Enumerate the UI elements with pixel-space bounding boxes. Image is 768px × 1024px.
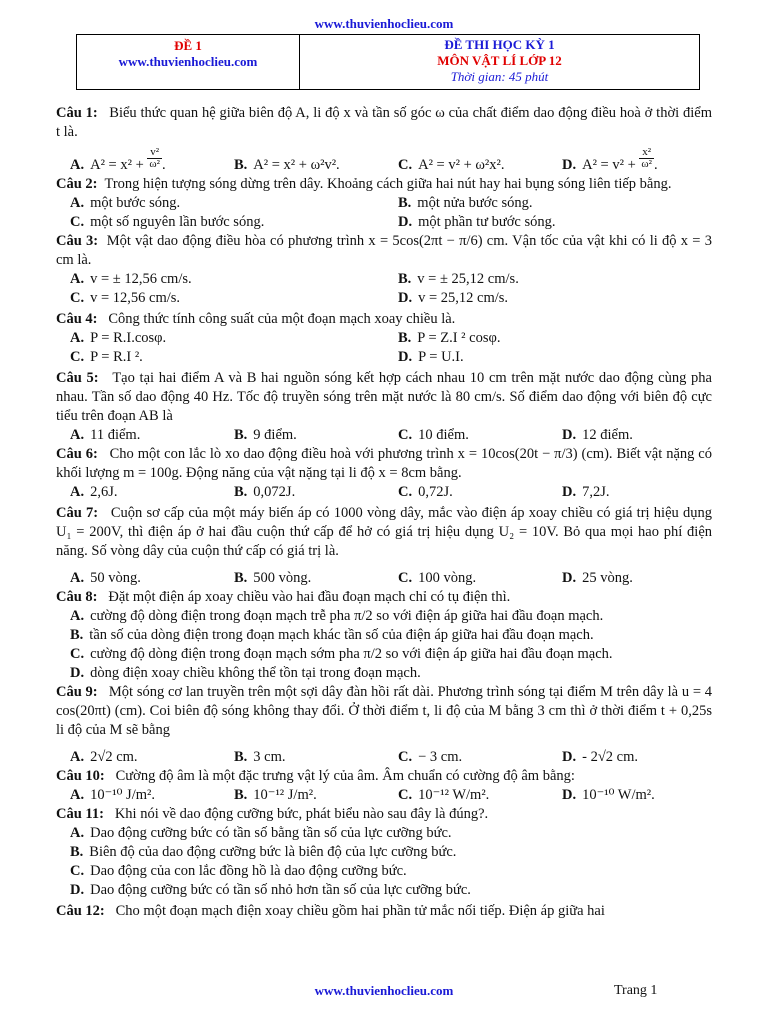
fraction: $\frac{\text{v²}}{\text{ω²}}$	[149, 146, 160, 171]
option-c[interactable]: C. 10⁻¹² W/m².	[398, 787, 490, 803]
question-3: Câu 3: Một vật dao động điều hòa có phương trình x = 5cos(2πt − π/6) cm. Vận tốc của vật khi có li độ x = 3 cm là. A. v = ± 12,56 cm/s. B. v = ± 25,12 cm/s. C. v = 12,56 cm/s. D. v = 25,12 cm/s.	[56, 233, 713, 306]
exam-time: Thời gian: 45 phút	[450, 69, 549, 84]
exam-code-site[interactable]: www.thuvienhoclieu.com	[118, 54, 258, 69]
option-a[interactable]: A. 11 điểm.	[70, 427, 141, 443]
option-d[interactable]: D. A² = v² + $\frac{\text{x²}}{\text{ω²}}$ .	[562, 146, 658, 173]
option-c[interactable]: C. A² = v² + ω²x².	[398, 157, 505, 173]
option-b[interactable]: B. 0,072J.	[234, 484, 296, 500]
option-a[interactable]: A. 2√2 cm.	[70, 749, 138, 765]
question-9: Câu 9: Một sóng cơ lan truyền trên một sợi dây đàn hồi rất dài. Phương trình sóng tại điểm M trên dây là u = 4 cos(20πt) (cm). Coi biên độ sóng không thay đổi. Ở thời điểm t, li độ của M bằng 3 cm thì ở thời điểm t + 0,25s li độ của M sẽ bằng A. 2√2 cm. B. 3 cm. C. − 3 cm. D. - 2√2 cm.	[56, 684, 712, 765]
option-d[interactable]: D. dòng điện xoay chiều không thể tồn tại trong đoạn mạch.	[70, 665, 421, 681]
option-d[interactable]: D. v = 25,12 cm/s.	[398, 290, 509, 306]
option-d[interactable]: D. Dao động cưỡng bức có tần số nhỏ hơn tần số của lực cưỡng bức.	[70, 882, 471, 898]
question-stem: Biểu thức quan hệ giữa biên độ A, li độ x và tần số góc ω của chất điểm dao động điều hoà ở thời điểm t là.	[56, 105, 713, 140]
option-d[interactable]: D. một phần tư bước sóng.	[398, 214, 556, 230]
option-c[interactable]: C. Dao động của con lắc đồng hồ là dao động cưỡng bức.	[70, 863, 407, 879]
exam-title: ĐỀ THI HỌC KỲ 1	[444, 37, 555, 52]
option-b[interactable]: B. 3 cm.	[234, 749, 286, 765]
question-2: Câu 2: Trong hiện tượng sóng dừng trên dây. Khoảng cách giữa hai nút hay hai bụng sóng liên tiếp bằng. A. một bước sóng. B. một nửa bước sóng. C. một số nguyên lần bước sóng. D. một phần tư bước sóng.	[56, 175, 712, 232]
exam-code-cell	[77, 35, 300, 89]
option-b[interactable]: B. 500 vòng.	[234, 570, 312, 586]
option-b[interactable]: B. một nửa bước sóng.	[398, 195, 533, 211]
option-a[interactable]: A. P = R.I.cosφ.	[70, 330, 167, 346]
question-4: Câu 4: Công thức tính công suất của một đoạn mạch xoay chiều là. A. P = R.I.cosφ. B. P = Z.I ² cosφ. C. P = R.I ². D. P = U.I.	[56, 310, 712, 367]
question-12: Câu 12: Cho một đoạn mạch điện xoay chiều gồm hai phần tử mắc nối tiếp. Điện áp giữa hai	[56, 903, 605, 919]
option-a[interactable]: A. 10⁻¹⁰ J/m².	[70, 787, 155, 803]
option-d[interactable]: D. P = U.I.	[398, 349, 464, 365]
option-b[interactable]: B. P = Z.I ² cosφ.	[398, 330, 501, 346]
top-site-url[interactable]: www.thuvienhoclieu.com	[314, 16, 454, 31]
question-6: Câu 6: Cho một con lắc lò xo dao động điều hoà với phương trình x = 10cos(20t − π/3) (cm). Biết vật nặng có khối lượng m = 100g. Động năng của vật nặng tại li độ x = 8cm bằng. A. 2,6J. B. 0,072J. C. 0,72J. D. 7,2J.	[56, 446, 712, 500]
question-5: Câu 5: Tạo tại hai điểm A và B hai nguồn sóng kết hợp cách nhau 10 cm trên mặt nước dao động cùng pha nhau. Tần số dao động 40 Hz. Tốc độ truyền sóng trên mặt nước là 80 cm/s. Số điểm dao động với biên độ cực tiểu trên đoạn AB là A. 11 điểm. B. 9 điểm. C. 10 điểm. D. 12 điểm.	[56, 370, 712, 443]
exam-subject: MÔN VẬT LÍ LỚP 12	[437, 53, 562, 68]
exam-code: ĐỀ 1	[174, 38, 202, 53]
option-b[interactable]: B. v = ± 25,12 cm/s.	[398, 271, 519, 287]
question-label: Câu 1:	[56, 105, 98, 121]
question-8: Câu 8: Đặt một điện áp xoay chiều vào hai đầu đoạn mạch chỉ có tụ điện thì. A. cường độ dòng điện trong đoạn mạch trễ pha π/2 so với điện áp giữa hai đầu đoạn mạch. B. tần số của dòng điện trong đoạn mạch khác tần số của điện áp giữa hai đầu đoạn mạch. C. cường độ dòng điện trong đoạn mạch sớm pha π/2 so với điện áp giữa hai đầu đoạn mạch. D. dòng điện xoay chiều không thể tồn tại trong đoạn mạch.	[56, 588, 712, 683]
option-a[interactable]: A. v = ± 12,56 cm/s.	[70, 271, 192, 287]
option-b[interactable]: B. tần số của dòng điện trong đoạn mạch khác tần số của điện áp giữa hai đầu đoạn mạch.	[70, 627, 594, 643]
option-b[interactable]: B. A² = x² + ω²v².	[234, 157, 340, 173]
option-b[interactable]: B. Biên độ của dao động cưỡng bức là biên độ của lực cưỡng bức.	[70, 844, 457, 860]
option-b[interactable]: B. 9 điểm.	[234, 427, 297, 443]
option-d[interactable]: D. - 2√2 cm.	[562, 749, 638, 765]
option-a[interactable]: A. A² = x² + $\frac{\text{v²}}{\text{ω²}}$ .	[70, 146, 166, 173]
option-c[interactable]: C. 100 vòng.	[398, 570, 477, 586]
fraction: $\frac{\text{x²}}{\text{ω²}}$	[641, 146, 652, 171]
question-10: Câu 10: Cường độ âm là một đặc trưng vật lý của âm. Âm chuẩn có cường độ âm bằng: A. 10⁻¹⁰ J/m². B. 10⁻¹² J/m². C. 10⁻¹² W/m². D. 10⁻¹⁰ W/m².	[56, 767, 712, 805]
question-list	[56, 104, 712, 921]
option-d[interactable]: D. 25 vòng.	[562, 570, 633, 586]
option-c[interactable]: C. 0,72J.	[398, 484, 453, 500]
page-number: Trang 1	[614, 983, 658, 998]
option-d[interactable]: D. 12 điểm.	[562, 427, 633, 443]
option-b[interactable]: B. 10⁻¹² J/m².	[234, 787, 317, 803]
option-d[interactable]: D. 7,2J.	[562, 484, 610, 500]
option-c[interactable]: C. một số nguyên lần bước sóng.	[70, 214, 265, 230]
question-1	[56, 104, 712, 175]
option-a[interactable]: A. một bước sóng.	[70, 195, 181, 211]
option-c[interactable]: C. 10 điểm.	[398, 427, 469, 443]
option-c[interactable]: C. − 3 cm.	[398, 749, 463, 765]
option-a[interactable]: A. 2,6J.	[70, 484, 118, 500]
option-a[interactable]: A. Dao động cưỡng bức có tần số bằng tần số của lực cưỡng bức.	[70, 825, 452, 841]
option-c[interactable]: C. cường độ dòng điện trong đoạn mạch sớm pha π/2 so với điện áp giữa hai đầu đoạn mạch.	[70, 646, 613, 662]
bottom-site-url[interactable]: www.thuvienhoclieu.com	[314, 983, 454, 998]
question-11: Câu 11: Khi nói về dao động cưỡng bức, phát biểu nào sau đây là đúng?. A. Dao động cưỡng bức có tần số bằng tần số của lực cưỡng bức. B. Biên độ của dao động cưỡng bức là biên độ của lực cưỡng bức. C. Dao động của con lắc đồng hồ là dao động cưỡng bức. D. Dao động cưỡng bức có tần số nhỏ hơn tần số của lực cưỡng bức.	[56, 805, 712, 900]
option-c[interactable]: C. P = R.I ².	[70, 349, 143, 365]
option-a[interactable]: A. 50 vòng.	[70, 570, 141, 586]
option-d[interactable]: D. 10⁻¹⁰ W/m².	[562, 787, 655, 803]
exam-header-table	[76, 34, 700, 90]
question-7: Câu 7: Cuộn sơ cấp của một máy biến áp có 1000 vòng dây, mắc vào điện áp xoay chiều có giá trị hiệu dụng U₁ = 200V, thì điện áp ở hai đầu cuộn thứ cấp để hở có giá trị hiệu dụng U₂ = 10V. Bỏ qua mọi hao phí điện năng. Số vòng dây của cuộn thứ cấp có giá trị là. A. 50 vòng. B. 500 vòng. C. 100 vòng. D. 25 vòng.	[56, 505, 712, 586]
exam-title-cell	[300, 35, 699, 89]
option-c[interactable]: C. v = 12,56 cm/s.	[70, 290, 181, 306]
option-a[interactable]: A. cường độ dòng điện trong đoạn mạch trễ pha π/2 so với điện áp giữa hai đầu đoạn mạch.	[70, 608, 604, 624]
